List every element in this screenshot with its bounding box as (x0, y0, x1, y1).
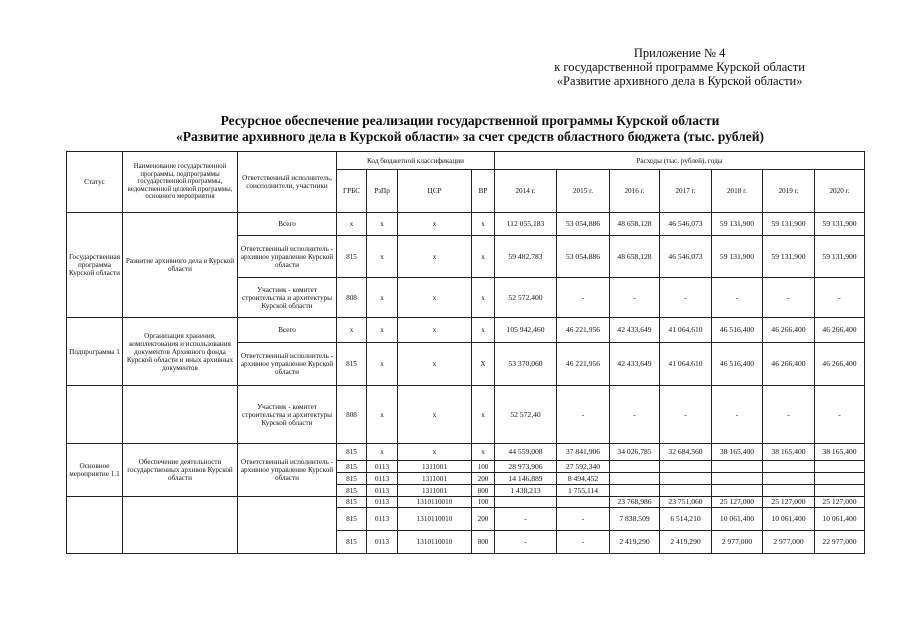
value-cell: 46 516,400 (712, 318, 763, 343)
appendix-line: Приложение № 4 (633, 46, 726, 60)
value-cell: 105 942,460 (495, 318, 557, 343)
grbs-cell: 808 (337, 278, 367, 318)
name-cell: Развитие архивного дела в Курской области (123, 213, 238, 318)
value-cell (660, 473, 712, 485)
vr-cell: х (472, 278, 495, 318)
value-cell: - (763, 278, 815, 318)
value-cell: 10 061,400 (815, 508, 865, 531)
status-cell: Подпрограмма 1 (67, 318, 123, 386)
value-cell: 41 064,610 (660, 318, 712, 343)
header-csr: ЦСР (398, 170, 472, 213)
csr-cell: х (398, 213, 472, 236)
name-cell (123, 497, 238, 554)
rzpr-cell: х (367, 386, 398, 444)
appendix-line: к государственной программе Курской области (554, 60, 805, 74)
document-title (60, 113, 880, 145)
csr-cell: х (398, 386, 472, 444)
csr-cell: х (398, 278, 472, 318)
resp-cell: Участник - комитет строительства и архитектуры Курской области (238, 386, 337, 444)
value-cell: 59 131,900 (712, 236, 763, 278)
rzpr-cell: 0113 (367, 531, 398, 554)
value-cell: 25 127,000 (763, 497, 815, 508)
status-cell (67, 497, 123, 554)
table-row (67, 444, 865, 461)
title-line: Ресурсное обеспечение реализации государственной программы Курской области (220, 113, 720, 128)
value-cell: 52 572,400 (495, 278, 557, 318)
value-cell: 46 221,956 (557, 343, 610, 386)
value-cell: 34 026,785 (610, 444, 660, 461)
value-cell: 53 054,886 (557, 236, 610, 278)
value-cell: - (557, 386, 610, 444)
value-cell: 48 658,128 (610, 213, 660, 236)
vr-cell: х (472, 318, 495, 343)
resp-cell: Всего (238, 213, 337, 236)
value-cell: 46 516,400 (712, 343, 763, 386)
grbs-cell: 815 (337, 497, 367, 508)
header-rzpr: РзПр (367, 170, 398, 213)
csr-cell: 1311001 (398, 485, 472, 497)
vr-cell: 100 (472, 497, 495, 508)
grbs-cell: х (337, 213, 367, 236)
value-cell (495, 497, 557, 508)
value-cell: 59 131,900 (763, 236, 815, 278)
resp-cell: Участник - комитет строительства и архитектуры Курской области (238, 278, 337, 318)
value-cell (610, 485, 660, 497)
resp-cell: Ответственный исполнитель - архивное управление Курской области (238, 343, 337, 386)
grbs-cell: 815 (337, 508, 367, 531)
value-cell: 59 131,900 (815, 213, 865, 236)
vr-cell: х (472, 213, 495, 236)
rzpr-cell: 0113 (367, 473, 398, 485)
rzpr-cell: х (367, 318, 398, 343)
value-cell: 46 221,956 (557, 318, 610, 343)
grbs-cell: 815 (337, 343, 367, 386)
resp-cell: Всего (238, 318, 337, 343)
value-cell: 7 838,509 (610, 508, 660, 531)
header-year: 2020 г. (815, 170, 865, 213)
csr-cell: х (398, 318, 472, 343)
value-cell (763, 473, 815, 485)
rzpr-cell: х (367, 343, 398, 386)
value-cell: 14 146,889 (495, 473, 557, 485)
value-cell: 52 572,40 (495, 386, 557, 444)
value-cell: 59 131,900 (763, 213, 815, 236)
value-cell: 1 438,213 (495, 485, 557, 497)
csr-cell: 1311001 (398, 461, 472, 473)
header-grbs: ГРБС (337, 170, 367, 213)
header-expense-group: Расходы (тыс. рублей), годы (495, 152, 865, 170)
value-cell: 46 546,073 (660, 236, 712, 278)
vr-cell: 800 (472, 531, 495, 554)
rzpr-cell: х (367, 444, 398, 461)
rzpr-cell: 0113 (367, 461, 398, 473)
value-cell: 59 131,900 (815, 236, 865, 278)
value-cell: 38 165,400 (763, 444, 815, 461)
value-cell: 10 061,400 (712, 508, 763, 531)
vr-cell: 800 (472, 485, 495, 497)
header-status: Статус (67, 152, 123, 213)
value-cell: 46 266,400 (763, 318, 815, 343)
value-cell: 32 684,560 (660, 444, 712, 461)
value-cell: - (557, 278, 610, 318)
resp-cell: Ответственный исполнитель - архивное управление Курской области (238, 444, 337, 497)
value-cell: 44 559,008 (495, 444, 557, 461)
header-year: 2017 г. (660, 170, 712, 213)
value-cell: 42 433,649 (610, 318, 660, 343)
value-cell (660, 485, 712, 497)
value-cell: 41 064,610 (660, 343, 712, 386)
name-cell: Обеспечение деятельности государственных архивов Курской области (123, 444, 238, 497)
value-cell: - (660, 386, 712, 444)
value-cell: 2 977,000 (763, 531, 815, 554)
value-cell: 42 433,649 (610, 343, 660, 386)
grbs-cell: 808 (337, 386, 367, 444)
csr-cell: 1310110010 (398, 497, 472, 508)
rzpr-cell: 0113 (367, 508, 398, 531)
rzpr-cell: х (367, 278, 398, 318)
vr-cell: х (472, 236, 495, 278)
value-cell: 23 751,060 (660, 497, 712, 508)
value-cell: - (610, 386, 660, 444)
grbs-cell: 815 (337, 236, 367, 278)
csr-cell: х (398, 343, 472, 386)
grbs-cell: 815 (337, 444, 367, 461)
value-cell: - (610, 278, 660, 318)
value-cell: 46 266,400 (815, 318, 865, 343)
vr-cell: 200 (472, 473, 495, 485)
header-year: 2015 г. (557, 170, 610, 213)
value-cell: 37 841,906 (557, 444, 610, 461)
value-cell: 112 055,183 (495, 213, 557, 236)
value-cell: 59 131,900 (712, 213, 763, 236)
value-cell (815, 473, 865, 485)
value-cell (712, 485, 763, 497)
grbs-cell: х (337, 318, 367, 343)
header-vr: ВР (472, 170, 495, 213)
value-cell (815, 461, 865, 473)
value-cell: 46 266,400 (815, 343, 865, 386)
vr-cell: 200 (472, 508, 495, 531)
value-cell: 8 494,452 (557, 473, 610, 485)
status-cell: Государственная программа Курской области (67, 213, 123, 318)
grbs-cell: 815 (337, 485, 367, 497)
value-cell: 25 127,000 (712, 497, 763, 508)
value-cell (610, 473, 660, 485)
name-cell (123, 386, 238, 444)
value-cell: 2 419,290 (610, 531, 660, 554)
appendix-line: «Развитие архивного дела в Курской области» (556, 74, 803, 88)
value-cell: 10 061,400 (763, 508, 815, 531)
value-cell (712, 473, 763, 485)
value-cell: 59 482,783 (495, 236, 557, 278)
value-cell: 23 768,986 (610, 497, 660, 508)
status-cell (67, 386, 123, 444)
vr-cell: х (472, 444, 495, 461)
value-cell: - (557, 508, 610, 531)
rzpr-cell: х (367, 213, 398, 236)
value-cell: - (712, 386, 763, 444)
header-year: 2019 г. (763, 170, 815, 213)
table-row (67, 318, 865, 343)
value-cell: 28 973,906 (495, 461, 557, 473)
status-cell: Основное мероприятие 1.1 (67, 444, 123, 497)
value-cell: - (763, 386, 815, 444)
value-cell: - (815, 386, 865, 444)
header-code-group: Код бюджетной классификации (337, 152, 495, 170)
vr-cell: х (472, 386, 495, 444)
header-name: Наименование государственной программы, подпрограммы государственной программы, ведомственной целевой программы, основного мероприятия (123, 152, 238, 213)
value-cell: - (712, 278, 763, 318)
value-cell: - (660, 278, 712, 318)
rzpr-cell: х (367, 236, 398, 278)
resp-cell: Ответственный исполнитель - архивное управление Курской области (238, 236, 337, 278)
csr-cell: х (398, 444, 472, 461)
value-cell: 46 546,073 (660, 213, 712, 236)
csr-cell: 1311001 (398, 473, 472, 485)
vr-cell: 100 (472, 461, 495, 473)
grbs-cell: 815 (337, 473, 367, 485)
header-year: 2014 г. (495, 170, 557, 213)
resp-cell (238, 497, 337, 554)
value-cell: 6 514,210 (660, 508, 712, 531)
value-cell (557, 497, 610, 508)
name-cell: Организация хранения, комплектования и использования документов Архивного фонда Курской области и иных архивных документов (123, 318, 238, 386)
rzpr-cell: 0113 (367, 485, 398, 497)
value-cell: 46 266,400 (763, 343, 815, 386)
rzpr-cell: 0113 (367, 497, 398, 508)
value-cell: 27 592,340 (557, 461, 610, 473)
value-cell: 53 370,060 (495, 343, 557, 386)
table-row (67, 497, 865, 508)
value-cell: 38 165,400 (712, 444, 763, 461)
value-cell: 2 419,290 (660, 531, 712, 554)
vr-cell: Х (472, 343, 495, 386)
header-year: 2016 г. (610, 170, 660, 213)
value-cell (660, 461, 712, 473)
title-line: «Развитие архивного дела в Курской области» за счет средств областного бюджета (тыс. рублей) (175, 129, 765, 144)
value-cell: 22 977,000 (815, 531, 865, 554)
table-row (67, 213, 865, 236)
value-cell: - (815, 278, 865, 318)
value-cell: - (495, 508, 557, 531)
value-cell (763, 461, 815, 473)
value-cell (712, 461, 763, 473)
grbs-cell: 815 (337, 461, 367, 473)
value-cell: 48 658,128 (610, 236, 660, 278)
value-cell (763, 485, 815, 497)
value-cell: 25 127,000 (815, 497, 865, 508)
csr-cell: 1310110010 (398, 508, 472, 531)
header-year: 2018 г. (712, 170, 763, 213)
value-cell: 1 755,114 (557, 485, 610, 497)
value-cell: - (557, 531, 610, 554)
appendix-header (554, 46, 805, 88)
value-cell: 2 977,000 (712, 531, 763, 554)
value-cell: 38 165,400 (815, 444, 865, 461)
value-cell (815, 485, 865, 497)
grbs-cell: 815 (337, 531, 367, 554)
header-responsible: Ответственный исполнитель, соисполнители, участники (238, 152, 337, 213)
value-cell: 53 054,886 (557, 213, 610, 236)
csr-cell: 1310110010 (398, 531, 472, 554)
resource-table (66, 151, 865, 554)
value-cell: - (495, 531, 557, 554)
table-row (67, 386, 865, 444)
csr-cell: х (398, 236, 472, 278)
value-cell (610, 461, 660, 473)
